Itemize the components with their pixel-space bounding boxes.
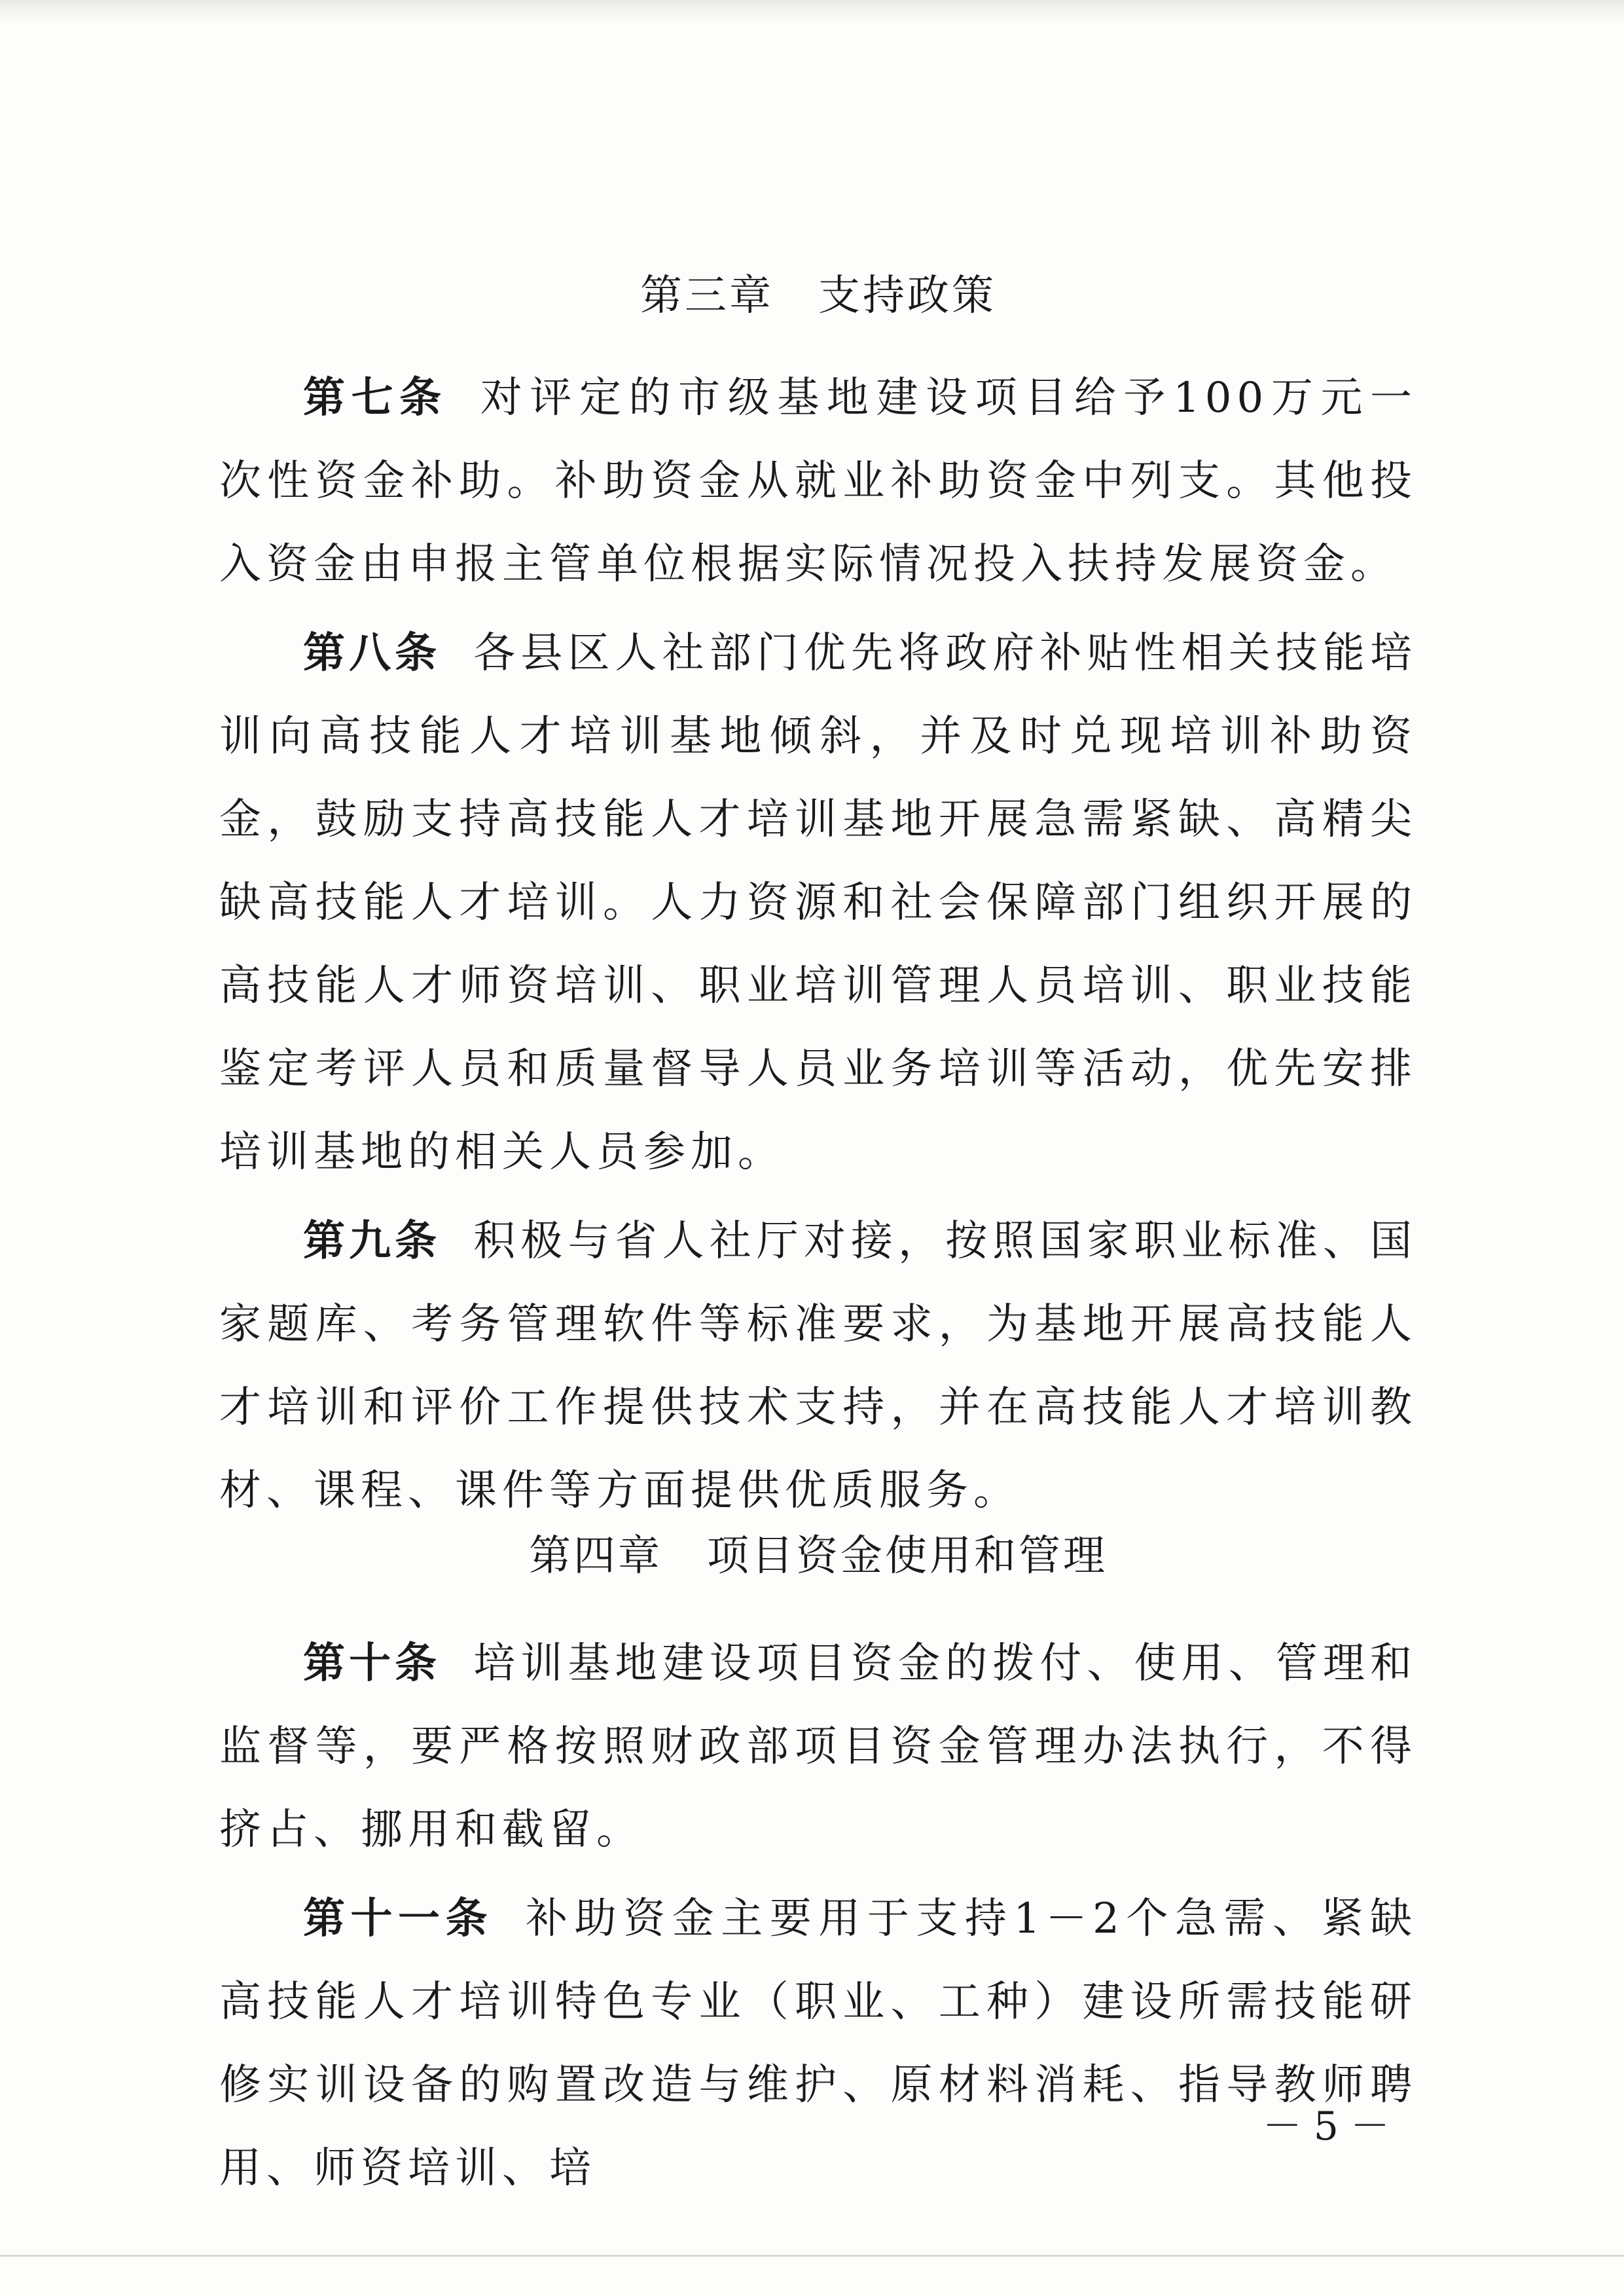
article-text: 补助资金主要用于支持1－2个急需、紧缺高技能人才培训特色专业（职业、工种）建设所需技能研修实训设备的购置改造与维护、原材料消耗、指导教师聘用、师资培训、培 [219,1895,1418,2193]
article-text: 积极与省人社厅对接，按照国家职业标准、国家题库、考务管理软件等标准要求，为基地开展高技能人才培训和评价工作提供技术支持，并在高技能人才培训教材、课程、课件等方面提供优质服务。 [219,1217,1418,1515]
article-10 [219,1622,1417,1872]
page-number: －5－ [1262,2104,1401,2149]
chapter-heading-4: 第四章 项目资金使用和管理 [529,1532,1108,1580]
article-8 [219,611,1417,1194]
article-text: 对评定的市级基地建设项目给予100万元一次性资金补助。补助资金从就业补助资金中列支。其他投入资金由申报主管单位根据实际情况投入扶持发展资金。 [219,374,1418,589]
scan-bottom-edge [0,2255,1624,2257]
article-11 [219,1877,1417,2210]
article-number: 第七条 [303,373,448,422]
article-number: 第十条 [303,1639,441,1688]
article-number: 第九条 [303,1216,441,1266]
article-7 [219,356,1417,606]
document-body [219,272,1418,2210]
article-9 [219,1199,1417,1533]
article-text: 培训基地建设项目资金的拨付、使用、管理和监督等，要严格按照财政部项目资金管理办法执行，不得挤占、挪用和截留。 [219,1639,1418,1854]
article-number: 第八条 [303,629,441,678]
article-text: 各县区人社部门优先将政府补贴性相关技能培训向高技能人才培训基地倾斜，并及时兑现培训补助资金，鼓励支持高技能人才培训基地开展急需紧缺、高精尖缺高技能人才培训。人力资源和社会保障部门组织开展的高技能人才师资培训、职业培训管理人员培训、职业技能鉴定考评人员和质量督导人员业务培训等活动，优先安排培训基地的相关人员参加。 [219,629,1418,1176]
scan-top-edge [0,0,1624,26]
article-number: 第十一条 [303,1894,494,1943]
chapter-heading-3: 第三章 支持政策 [640,272,996,320]
